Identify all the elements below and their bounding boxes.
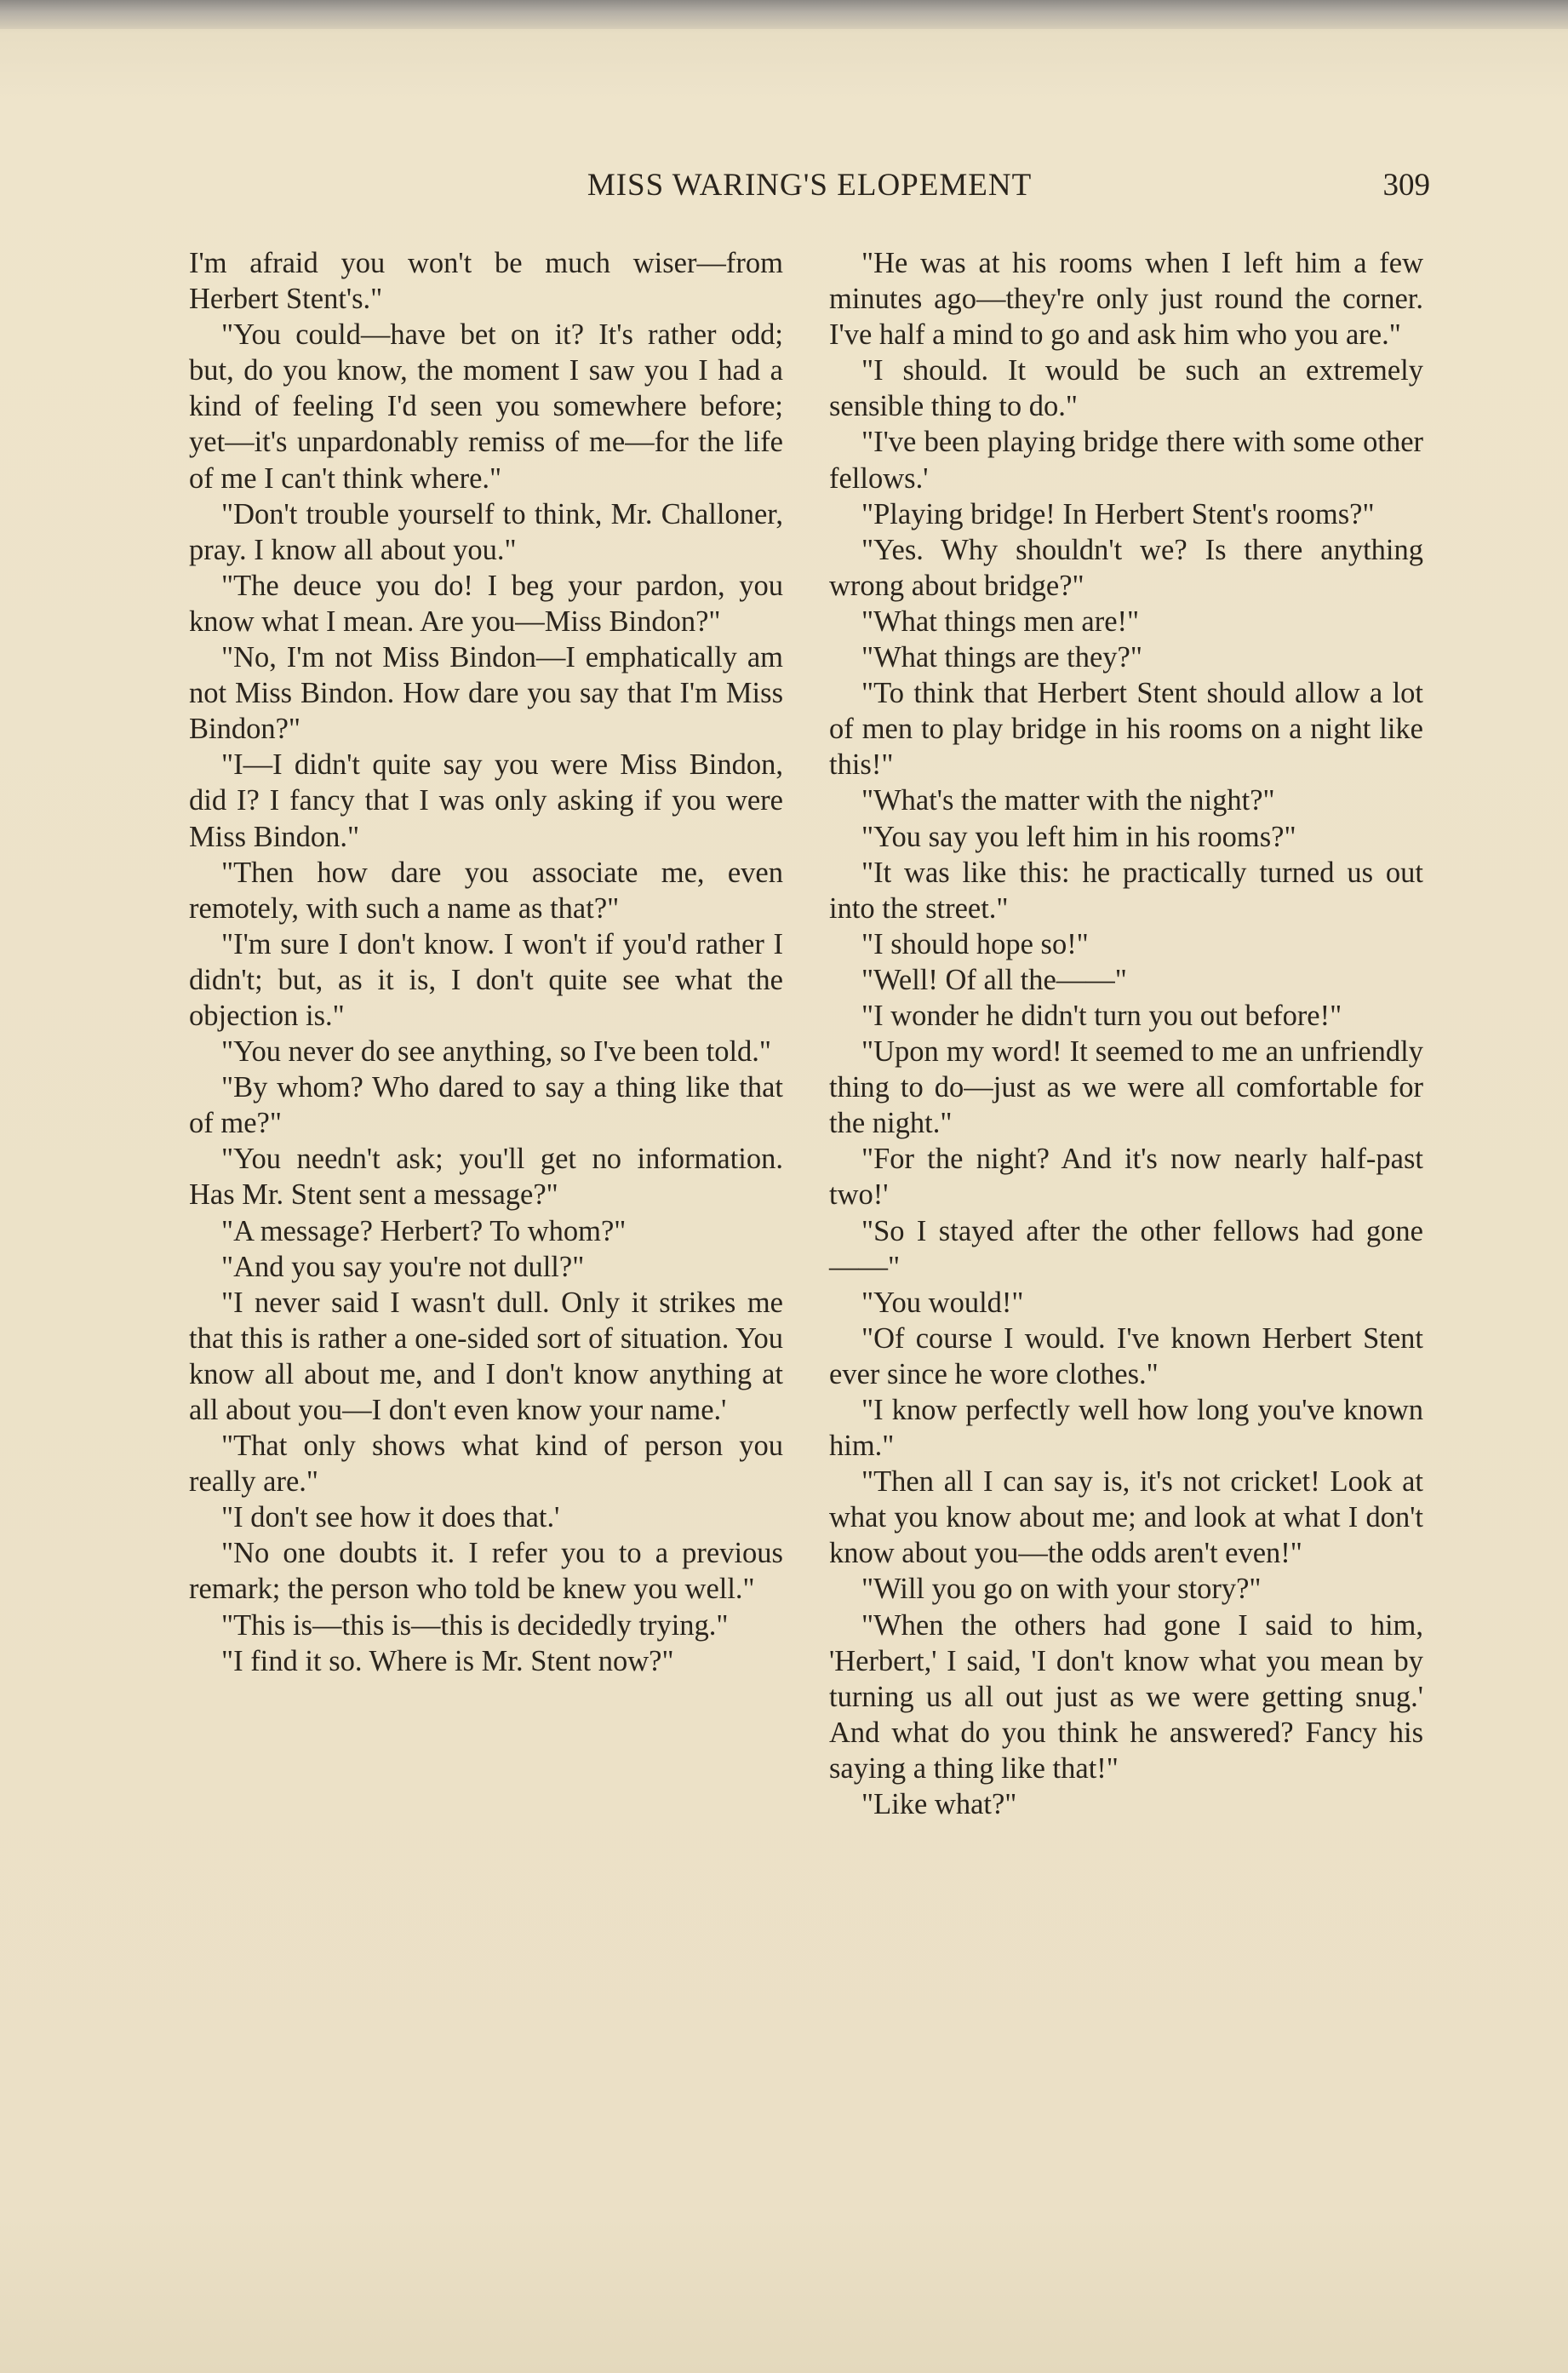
paragraph: "What things men are!" — [861, 605, 1140, 638]
paragraph: "A message? Herbert? To whom?" — [221, 1214, 627, 1247]
left-column — [189, 245, 783, 1679]
paragraph: "Then how dare you associate me, even remotely, with such a name as that?" — [189, 856, 783, 925]
paragraph: "Then all I can say is, it's not cricket! Look at what you know about me; and look at what I don't know about you—the odds aren't even!" — [829, 1465, 1423, 1570]
paragraph: "Yes. Why shouldn't we? Is there anything wrong about bridge?" — [829, 533, 1423, 602]
paragraph: "I find it so. Where is Mr. Stent now?" — [221, 1644, 674, 1677]
paragraph: "You say you left him in his rooms?" — [861, 820, 1296, 853]
paragraph: "Don't trouble yourself to think, Mr. Challoner, pray. I know all about you." — [189, 497, 783, 566]
paragraph: "For the night? And it's now nearly half-past two!' — [829, 1143, 1423, 1212]
paragraph: "That only shows what kind of person you really are." — [189, 1430, 783, 1499]
paragraph: "Upon my word! It seemed to me an unfriendly thing to do—just as we were all comfortable for the night." — [829, 1035, 1423, 1140]
paragraph: "I've been playing bridge there with some other fellows.' — [829, 426, 1423, 495]
paragraph: "You could—have bet on it? It's rather odd; but, do you know, the moment I saw you I had a kind of feeling I'd seen you somewhere before; yet—it's unpardonably remiss of me—for the life of me I can't think where." — [189, 318, 783, 495]
paragraph: "I know perfectly well how long you've known him." — [829, 1394, 1423, 1463]
paragraph: "You never do see anything, so I've been told." — [221, 1035, 772, 1069]
paragraph: "Like what?" — [861, 1788, 1017, 1821]
paragraph: "Will you go on with your story?" — [861, 1573, 1262, 1606]
paragraph: "Playing bridge! In Herbert Stent's rooms?" — [861, 497, 1375, 530]
paragraph: "He was at his rooms when I left him a few minutes ago—they're only just round the corner. I've half a mind to go and ask him who you are." — [829, 247, 1423, 352]
running-title: MISS WARING'S ELOPEMENT — [587, 168, 1033, 203]
paragraph: "By whom? Who dared to say a thing like that of me?" — [189, 1071, 783, 1140]
paragraph: "I never said I wasn't dull. Only it strikes me that this is rather a one-sided sort of situation. You know all about me, and I don't know anything at all about you—I don't even know your name.' — [189, 1286, 783, 1426]
paragraph: "I should. It would be such an extremely sensible thing to do." — [829, 354, 1423, 423]
paragraph: "The deuce you do! I beg your pardon, you know what I mean. Are you—Miss Bindon?" — [189, 569, 783, 638]
paragraph: "You needn't ask; you'll get no information. Has Mr. Stent sent a message?" — [189, 1143, 783, 1212]
paragraph: "It was like this: he practically turned us out into the street." — [829, 856, 1423, 925]
paragraph: "When the others had gone I said to him, 'Herbert,' I said, 'I don't know what you mean by turning us all out just as we were getting snug.' And what do you think he answered? Fancy his saying a thing like that!" — [829, 1608, 1423, 1785]
right-column — [829, 245, 1423, 1822]
paragraph: "What things are they?" — [861, 641, 1142, 674]
paragraph: "No one doubts it. I refer you to a previous remark; the person who told be knew you well." — [189, 1537, 783, 1606]
paragraph: "This is—this is—this is decidedly trying." — [221, 1608, 729, 1642]
paragraph: I'm afraid you won't be much wiser—from Herbert Stent's." — [189, 247, 783, 316]
paragraph: "You would!" — [861, 1286, 1024, 1319]
scan-edge — [0, 0, 1568, 29]
paragraph: "I wonder he didn't turn you out before!" — [861, 999, 1342, 1032]
paragraph: "What's the matter with the night?" — [861, 784, 1275, 817]
page-number: 309 — [1382, 168, 1430, 203]
paragraph: "Of course I would. I've known Herbert Stent ever since he wore clothes." — [829, 1321, 1423, 1390]
paragraph: "No, I'm not Miss Bindon—I emphatically am not Miss Bindon. How dare you say that I'm Miss Bindon?" — [189, 641, 783, 746]
paragraph: "I'm sure I don't know. I won't if you'd rather I didn't; but, as it is, I don't quite see what the objection is." — [189, 927, 783, 1032]
paragraph: "I should hope so!" — [861, 927, 1089, 960]
paragraph: "I—I didn't quite say you were Miss Bindon, did I? I fancy that I was only asking if you were Miss Bindon." — [189, 748, 783, 853]
page-header — [189, 167, 1430, 209]
paragraph: "To think that Herbert Stent should allow a lot of men to play bridge in his rooms on a night like this!" — [829, 677, 1423, 782]
paragraph: "So I stayed after the other fellows had gone——" — [829, 1214, 1423, 1283]
paragraph: "And you say you're not dull?" — [221, 1250, 585, 1283]
paragraph: "I don't see how it does that.' — [221, 1501, 560, 1534]
paragraph: "Well! Of all the——" — [861, 963, 1127, 996]
